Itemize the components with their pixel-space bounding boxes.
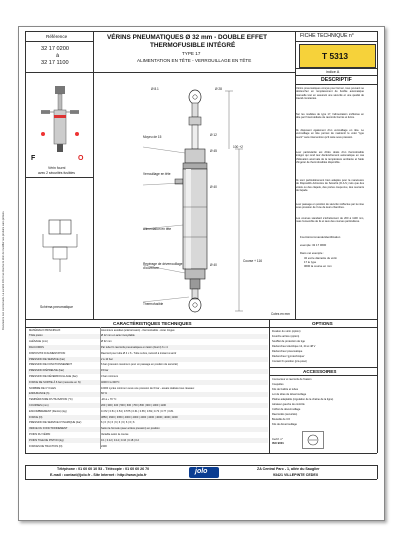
- option-item: Déclencheur 'gyrotechnique': [272, 355, 305, 358]
- row-key: FORCES DE TRACTION (N): [29, 444, 63, 448]
- table-row: [28, 328, 268, 333]
- row-key: TEMPÉRATURE D'UTILISATION (°C): [29, 398, 73, 402]
- ordering-example: exemple: 32 17 0600: [300, 243, 327, 247]
- row-key: NOMBRE DE CYCLES: [29, 386, 56, 390]
- row-value: Ø 32 mm: [101, 340, 112, 344]
- technical-title: CARACTÉRISTIQUES TECHNIQUES: [113, 321, 192, 326]
- jolo-logo: [189, 467, 219, 478]
- row-value: 6 | 6 | 6 | 6 | 6 | 6 | 6 | 6 | 6 | 6: [101, 421, 135, 425]
- row-value: 0.472 | 0.51 | 0.54 | 0.575 | 0.61 | 0.65 | 0.69 | 0.73 | 0.77 | 0.81: [101, 409, 174, 413]
- row-value: 15 bar: [101, 369, 109, 373]
- row-value: 2 à 10 bar: [101, 357, 113, 361]
- indice-label: indice A: [326, 70, 340, 74]
- jolo-logo-text: jolo: [195, 468, 208, 475]
- example-item: 32 est le diamètre du vérin: [304, 256, 337, 260]
- row-value: Par tube fin raccords pneumatiques en laiton (fourni) 6 x 4: [101, 345, 168, 349]
- example-title: Dans cet exemple :: [300, 251, 324, 255]
- dim-eye-diameter: Ø 8.1: [151, 87, 159, 91]
- accessory-item: Coupelles: [272, 383, 284, 386]
- title-line-2: THERMOFUSIBLE INTÉGRÉ: [150, 42, 236, 49]
- row-value: -20 à + 70 °C: [101, 398, 117, 402]
- descriptif-paragraph: Ils sont particulièrement bien adaptés pour la manœuvre de Dispositifs Actionnés de Sécurité (D.A.S.) tels que des volets ou des clapets, des portes coupe-feu, des ouvrants de façade.: [296, 179, 364, 192]
- label-hub: Moyeu de 15: [143, 135, 162, 139]
- label-feed: Alimentation en tête: [143, 227, 172, 231]
- table-row: [28, 357, 268, 362]
- cert-label: Certif. n°: [272, 437, 283, 441]
- cylinder-drawing: [139, 87, 269, 317]
- accessory-item: Coffret de déverrouillage: [272, 408, 301, 411]
- accessory-item: Lot de têtes de déverrouillage: [272, 393, 307, 396]
- accessory-item: Connecteur et raccords de fixation: [272, 378, 312, 381]
- table-row: [28, 398, 268, 403]
- row-value: Selon la formule (avec arrière pression) en position: [101, 427, 160, 431]
- photo-caption-1: Vérin fourni: [48, 166, 66, 170]
- cert-iso: ISO 9001: [272, 441, 284, 445]
- row-value: Raccord pour tube Ø 4 x 6 - Tube à clés, raccord à instant à sertir: [101, 351, 177, 355]
- descriptif-paragraph: Les courses standard s'échelonnent de 200 à 1100 mm, mais l'ensemble de ils et taux des courses particulières.: [296, 217, 364, 224]
- accessory-item: Kits de fusible et tubes: [272, 388, 299, 391]
- footer-address-2: 93421 VILLEPINTE CEDEX: [273, 473, 319, 477]
- row-value: 3 bar minimum: [101, 374, 119, 378]
- accessory-item: Platine adaptable (régulation de la chaîne de la ligne): [272, 398, 334, 401]
- dim-body-diameter-40b: Ø 40: [210, 263, 217, 267]
- pneumatic-schema: [33, 217, 87, 277]
- dim-top: 100 +2: [233, 145, 243, 149]
- ordering-title: Fournis/commande/identification: [300, 235, 341, 239]
- table-row: [28, 369, 268, 374]
- table-row: [28, 438, 268, 443]
- row-key: TIGE piston: [29, 334, 43, 338]
- photo-cylinder-installed: [33, 84, 87, 154]
- dim-rod-diameter: Ø 12: [210, 133, 217, 137]
- table-row: [28, 374, 268, 379]
- label-locking: Verrouillage en tête: [143, 172, 171, 176]
- table-row: [28, 363, 268, 368]
- fiche-label: FICHE TECHNIQUE n°: [300, 33, 354, 39]
- table-row: [28, 340, 268, 345]
- table-row: [28, 427, 268, 432]
- row-value: Variable selon la course: [101, 432, 129, 436]
- row-key: FORCE DE SORTIE À 6 bar (mesurée en N): [29, 380, 81, 384]
- row-value: 0.1 | 0.12 | 0.14 | 0.16 | 0.18 | 0.2: [101, 438, 139, 442]
- row-key: ALÉSAGE (mm): [29, 340, 48, 344]
- accessories-title: ACCESSOIRES: [303, 369, 337, 374]
- table-row: [28, 421, 268, 426]
- certification-logo: [302, 431, 324, 449]
- descriptif-paragraph: Ils disposent également d'un verrouillage en tête. Le verrouillage en tête permet de maintenir le volet "type ouvrir" sans intervention qu'il reste sous pression.: [296, 129, 364, 139]
- table-row: [28, 386, 268, 391]
- disclaimer-text: Documents non contractuels. La société JOLO se réserve le droit de modifier ses produits sans préavis.: [2, 210, 5, 330]
- option-item: Contact fin position (pré-posé): [272, 360, 307, 363]
- fiche-number-box: [299, 44, 376, 68]
- descriptif-paragraph: Leur passage en position de sécurité s'effectue par la mise sous pression de l'une de leurs chambres.: [296, 203, 364, 210]
- row-value: 2400: [101, 444, 107, 448]
- descriptif-paragraph: Sur les modèles de type 17, l'alimentation s'effectue en tête par l'intermédiaire de raccords fournis et livrés.: [296, 113, 364, 120]
- options-title: OPTIONS: [312, 321, 333, 326]
- label-o: O: [78, 155, 84, 162]
- row-key: RACCORDS: [29, 345, 44, 349]
- accessory-item: Aérateur gauche de contrôle: [272, 403, 305, 406]
- row-value: 4000 N à 300°C: [101, 380, 120, 384]
- reference-label: Référence: [46, 34, 68, 39]
- row-value: Aluminium anodisé (anticorrosion) - thermofusible - Acier zingué: [101, 328, 175, 332]
- descriptif-label: DESCRIPTIF: [321, 77, 352, 83]
- reference-end: 32 17 1100: [41, 60, 69, 66]
- row-key: PRESSION DE DÉVERROUILLAGE (bar): [29, 374, 78, 378]
- table-row: [28, 409, 268, 414]
- label-units: Cotes en mm: [271, 312, 290, 316]
- table-row: [28, 351, 268, 356]
- example-item: 0600 la course en mm: [304, 264, 332, 268]
- row-value: Ø 12 mm en acier inoxydable: [101, 334, 135, 338]
- option-item: Fixation du vérin (option): [272, 330, 301, 333]
- table-row: [28, 415, 268, 420]
- row-key: MATÉRIAUX PRINCIPAUX: [29, 328, 61, 332]
- row-value: 60 %: [101, 392, 107, 396]
- row-key: POIDS DU VÉRIN: [29, 432, 51, 436]
- descriptif-paragraph: Leur particularité est d'être dotés d'un thermofusible intégré qui rend leur déclenchement automatique en cas d'élévation anormale de la température ambiante et l'aide d'ingérer de thermofusibles disponible.: [296, 151, 364, 164]
- label-f: F: [31, 155, 36, 162]
- title-line-1: VÉRINS PNEUMATIQUES Ø 32 mm - DOUBLE EFFET: [107, 34, 268, 41]
- dim-head-diameter: Ø 28: [215, 87, 222, 91]
- row-value: 10000 cycles minimum sous une pression de 6 bar - essais réalisés tous réseaux: [101, 386, 195, 390]
- table-row: [28, 403, 268, 408]
- accessory-item: Raccordés (sécurités): [272, 413, 298, 416]
- row-key: PRESSION DE FONCTIONNEMENT: [29, 363, 72, 367]
- row-key: PRESSION DE SERVICE (bar): [29, 357, 65, 361]
- footer-phone: Téléphone : 01 60 60 10 53 - Télécopie : 01 60 60 26 70: [57, 467, 150, 471]
- dim-stroke: Course + 116: [243, 259, 262, 263]
- row-key: ENDURANCE (h): [29, 392, 50, 396]
- row-key: PRESSION DE SERVICE DYNAMIQUE (bar): [29, 421, 82, 425]
- example-item: 17 le type: [304, 260, 317, 264]
- row-key: INDICE DU FONCTIONNEMENT: [29, 427, 68, 431]
- row-key: POIDS TIGE DE PISTON (kg): [29, 438, 64, 442]
- row-value: 6 bar (pression maximum pour un passage en position de sécurité): [101, 363, 178, 367]
- table-row: [28, 334, 268, 339]
- dim-body-diameter-40a: Ø 40: [210, 185, 217, 189]
- table-row: [28, 380, 268, 385]
- fiche-number: T 5313: [322, 51, 349, 61]
- row-key: PRESSION D'ÉPREUVE (bar): [29, 369, 65, 373]
- schema-label: Schéma pneumatique: [40, 305, 73, 309]
- option-item: Fourche arrière (option): [272, 335, 300, 338]
- footer-email: E-mail : contact@jolo.fr - Site Internet : http://www.jolo.fr: [50, 473, 147, 477]
- label-unlock-mark: Repérage de déverrouillage d'ouverture: [143, 262, 183, 270]
- table-row: [28, 392, 268, 397]
- reference-start: 32 17 0200: [41, 46, 69, 52]
- row-key: FORCE (N): [29, 415, 43, 419]
- disclaimer-vertical: [2, 200, 16, 330]
- row-key: ENCOMBREMENT (Rentré) (kg): [29, 409, 67, 413]
- footer-address-1: ZA Central Parc - 1, allée du Sauglier: [257, 467, 320, 471]
- table-row: [28, 345, 268, 350]
- descriptif-paragraph: Vérins pneumatiques conçus pour fermer, tous pouvant se déclencher en remplacement de fusible automatique manuelle tout en assurant une sécurité et une qualité de travail constantes.: [296, 87, 364, 100]
- label-thermofuse: Thermofusible: [143, 302, 164, 306]
- row-value: 3850 | 3900 | 3950 | 4000 | 4000 | 4000 | 4000 | 4000 | 4000 | 4000: [101, 415, 178, 419]
- table-row: [28, 444, 268, 449]
- option-item: Déclencheur électrique 12, 24 et 48 V: [272, 345, 316, 348]
- title-line-3: TYPE 17: [182, 51, 201, 56]
- row-value: 200 | 300 | 400 | 500 | 600 | 700 | 800 | 900 | 1000 | 1100: [101, 403, 167, 407]
- accessory-item: Bouteille de CO: [272, 418, 291, 421]
- accessory-item: Kits de déverrouillage: [272, 423, 297, 426]
- table-row: [28, 432, 268, 437]
- row-key: COURSES (mm): [29, 403, 49, 407]
- dim-body-diameter-45: Ø 45: [210, 149, 217, 153]
- option-item: Soufflet de protection de tige: [272, 340, 305, 343]
- reference-to: à: [56, 53, 60, 59]
- datasheet-page: [18, 26, 385, 521]
- option-item: Déclencheur pneumatique: [272, 350, 303, 353]
- row-key: DISPOSITIF D'ALIMENTATION: [29, 351, 66, 355]
- photo-caption-2: avec 2 sécurités fusibles: [38, 171, 75, 175]
- title-line-4: ALIMENTATION EN TÊTE - VERROUILLAGE EN TÊTE: [137, 58, 252, 63]
